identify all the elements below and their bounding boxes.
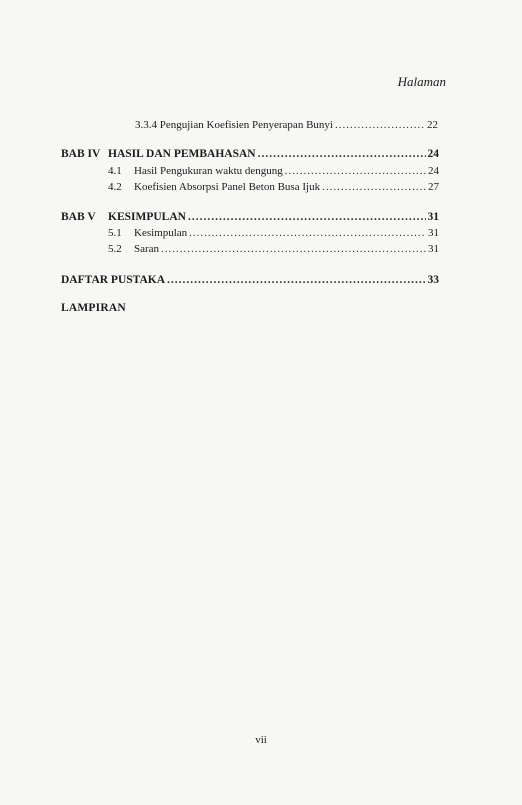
section-number: 4.2	[108, 181, 122, 193]
daftar-pustaka-title: DAFTAR PUSTAKA	[61, 274, 166, 286]
chapter-label-bab-iv: BAB IV	[61, 148, 101, 160]
chapter-page: 31	[427, 211, 439, 223]
halaman-heading: Halaman	[397, 74, 446, 89]
toc-entry-4-2	[108, 181, 439, 193]
chapter-label-bab-v: BAB V	[61, 211, 96, 223]
toc-entry-3-3-4	[135, 119, 438, 131]
toc-lampiran: LAMPIRAN	[61, 302, 126, 314]
chapter-title: HASIL DAN PEMBAHASAN	[108, 148, 256, 160]
toc-entry-page: 31	[428, 227, 439, 239]
toc-entry-5-2	[108, 243, 439, 255]
toc-daftar-pustaka	[61, 274, 439, 286]
leader-dots	[167, 274, 425, 286]
section-number: 5.1	[108, 227, 122, 239]
toc-entry-page: 24	[428, 165, 439, 177]
daftar-pustaka-page: 33	[427, 274, 439, 286]
toc-chapter-5	[108, 211, 439, 223]
leader-dots	[189, 227, 426, 239]
chapter-title: KESIMPULAN	[108, 211, 186, 223]
page-number: vii	[255, 734, 267, 746]
leader-dots	[188, 211, 426, 223]
toc-entry-label: Hasil Pengukuran waktu dengung	[134, 165, 283, 177]
leader-dots	[285, 165, 426, 177]
leader-dots	[161, 243, 426, 255]
toc-entry-page: 22	[427, 119, 438, 131]
toc-chapter-4	[108, 148, 439, 160]
chapter-page: 24	[427, 148, 439, 160]
leader-dots	[322, 181, 426, 193]
toc-entry-label: Kesimpulan	[134, 227, 188, 239]
leader-dots	[335, 119, 425, 131]
toc-entry-page: 31	[428, 243, 439, 255]
leader-dots	[258, 148, 426, 160]
toc-entry-label: Saran	[134, 243, 160, 255]
toc-entry-label: Koefisien Absorpsi Panel Beton Busa Ijuk	[134, 181, 321, 193]
section-number: 5.2	[108, 243, 122, 255]
toc-entry-label: 3.3.4 Pengujian Koefisien Penyerapan Bunyi	[135, 119, 333, 131]
toc-entry-page: 27	[428, 181, 439, 193]
section-number: 4.1	[108, 165, 122, 177]
toc-entry-5-1	[108, 227, 439, 239]
toc-entry-4-1	[108, 165, 439, 177]
